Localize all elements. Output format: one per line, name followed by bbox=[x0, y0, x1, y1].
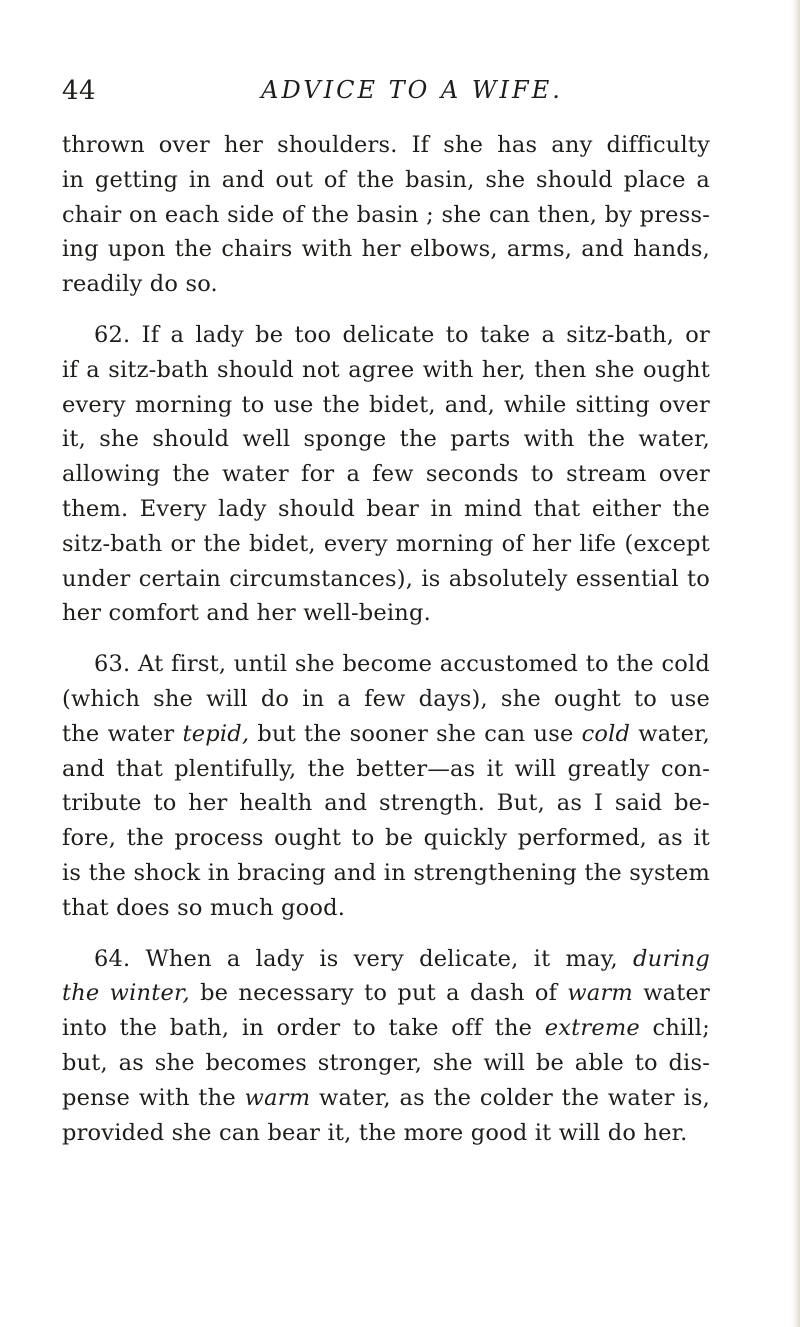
text-run: the water bbox=[62, 720, 183, 747]
text-line bbox=[62, 717, 710, 752]
text-line bbox=[62, 1081, 710, 1116]
text-line: 63. At first, until she become accustomed to the cold bbox=[94, 651, 710, 678]
text-line: every morning to use the bidet, and, while sitting over bbox=[62, 391, 710, 418]
body-text bbox=[62, 128, 710, 1150]
italic-text: cold bbox=[581, 720, 631, 747]
text-line: fore, the process ought to be quickly performed, as it bbox=[62, 825, 710, 852]
text-line bbox=[62, 1011, 710, 1046]
text-line: and that plentifully, the better—as it will greatly con- bbox=[62, 755, 710, 782]
running-head: ADVICE TO A WIFE. bbox=[261, 76, 563, 104]
text-line: but, as she becomes stronger, she will be able to dis- bbox=[62, 1049, 710, 1076]
paragraph-62 bbox=[62, 318, 710, 631]
text-run: but the sooner she can use bbox=[249, 720, 582, 747]
paragraph-63 bbox=[62, 647, 710, 925]
paragraph-64 bbox=[62, 942, 710, 1151]
text-line bbox=[62, 976, 710, 1011]
text-line: her comfort and her well-being. bbox=[62, 600, 431, 627]
text-line: under certain circumstances), is absolutely essential to bbox=[62, 565, 710, 592]
text-line: thrown over her shoulders. If she has any difficulty bbox=[62, 132, 710, 158]
text-line: chair on each side of the basin ; she can then, by press- bbox=[62, 201, 710, 228]
text-line: ing upon the chairs with her elbows, arms, and hands, bbox=[62, 236, 710, 263]
italic-text: warm bbox=[244, 1084, 311, 1111]
italic-text: warm bbox=[567, 980, 633, 1007]
text-line: it, she should well sponge the parts with the water, bbox=[62, 426, 710, 453]
paragraph-spacer bbox=[62, 926, 710, 942]
text-line: that does so much good. bbox=[62, 894, 346, 921]
paragraph-continuation bbox=[62, 128, 710, 302]
text-run: chill; bbox=[639, 1015, 710, 1042]
text-line: provided she can bear it, the more good it will do her. bbox=[62, 1119, 688, 1146]
text-line: allowing the water for a few seconds to stream over bbox=[62, 461, 710, 488]
italic-text: extreme bbox=[544, 1015, 640, 1042]
text-run: water, bbox=[630, 720, 710, 747]
text-run: 64. When a lady is very delicate, it may, bbox=[94, 945, 634, 972]
text-line: if a sitz-bath should not agree with her, then she ought bbox=[62, 356, 710, 383]
text-run: into the bath, in order to take off the bbox=[62, 1015, 545, 1042]
text-run: water, as the colder the water is, bbox=[310, 1084, 710, 1111]
text-run: water bbox=[632, 980, 710, 1007]
page-edge-shadow bbox=[792, 0, 800, 1327]
text-line: them. Every lady should bear in mind that either the bbox=[62, 495, 710, 522]
text-run: pense with the bbox=[62, 1084, 245, 1111]
italic-text: during bbox=[633, 945, 710, 972]
text-line: is the shock in bracing and in strengthening the system bbox=[62, 859, 710, 886]
text-line: sitz-bath or the bidet, every morning of her life (except bbox=[62, 530, 710, 557]
italic-text: tepid, bbox=[182, 720, 250, 747]
page-header bbox=[62, 70, 722, 110]
text-line: (which she will do in a few days), she ought to use bbox=[62, 685, 710, 712]
text-line: in getting in and out of the basin, she should place a bbox=[62, 166, 710, 193]
text-line: readily do so. bbox=[62, 271, 218, 298]
text-run: be necessary to put a dash of bbox=[189, 980, 568, 1007]
text-line bbox=[62, 942, 710, 977]
italic-text: the winter, bbox=[62, 980, 190, 1007]
text-line: 62. If a lady be too delicate to take a sitz-bath, or bbox=[94, 321, 710, 348]
text-line: tribute to her health and strength. But, as I said be- bbox=[62, 790, 710, 817]
page-number: 44 bbox=[62, 76, 97, 106]
paragraph-spacer bbox=[62, 631, 710, 647]
paragraph-spacer bbox=[62, 302, 710, 318]
